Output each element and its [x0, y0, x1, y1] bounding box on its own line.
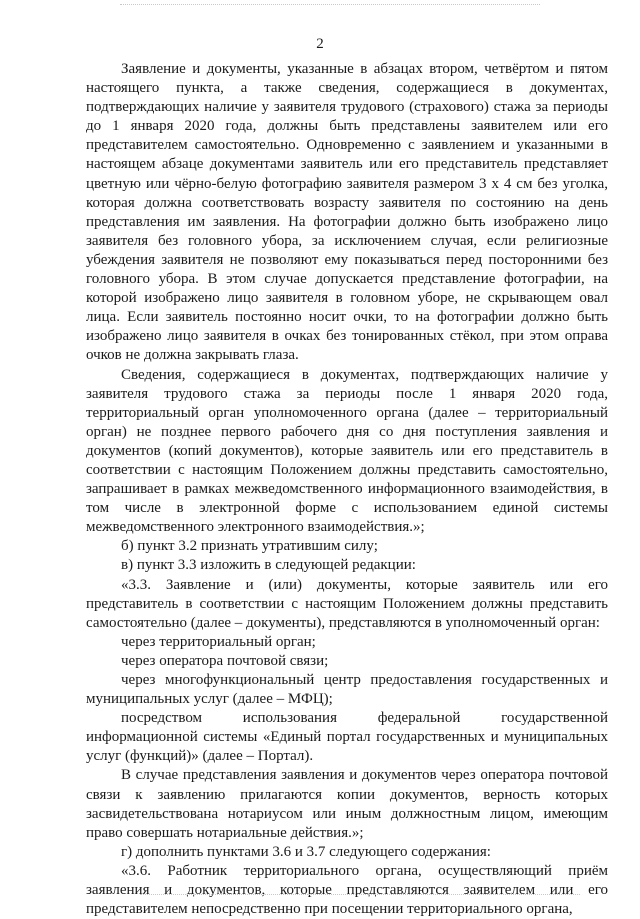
paragraph-4: в) пункт 3.3 изложить в следующей редакции:	[121, 557, 416, 574]
paragraph-12: «3.6. Работник территориального органа, осуществляющий приём заявления и документов, которые представляются заявителем или его представителем непосредственно при посещении территориального органа,	[86, 862, 608, 918]
document-body	[86, 60, 608, 919]
paragraph-7: через оператора почтовой связи;	[121, 652, 329, 669]
paragraph-5: «3.3. Заявление и (или) документы, которые заявитель или его представитель в соответствии с настоящим Положением должны представить самостоятельно (далее – документы), представляются в уполномоченный орган:	[86, 576, 608, 631]
paragraph-10: В случае представления заявления и документов через оператора почтовой связи к заявлению прилагаются копии документов, верность которых засвидетельствована нотариусом или иным должностным лицом, имеющим право совершать нотариальные действия.»;	[86, 767, 608, 841]
scan-artifact-bottom	[140, 894, 580, 897]
paragraph-2: Сведения, содержащиеся в документах, подтверждающих наличие у заявителя трудового стажа за периоды после 1 января 2020 года, территориальный орган уполномоченного органа (далее – территориальный орган) не позднее первого рабочего дня со дня поступления заявления и документов (копий документов), которые заявитель или его представитель в соответствии с настоящим Положением должны представить самостоятельно, запрашивает в рамках межведомственного информационного взаимодействия, в том числе в электронной форме с использованием единой системы межведомственного электронного взаимодействия.»;	[86, 366, 608, 536]
scan-artifact-top	[120, 4, 540, 7]
paragraph-6: через территориальный орган;	[121, 633, 316, 650]
paragraph-3: б) пункт 3.2 признать утратившим силу;	[121, 538, 378, 555]
page-number: 2	[316, 36, 324, 52]
paragraph-11: г) дополнить пунктами 3.6 и 3.7 следующего содержания:	[121, 843, 491, 860]
paragraph-8: через многофункциональный центр предоставления государственных и муниципальных услуг (далее – МФЦ);	[86, 672, 608, 708]
paragraph-9: посредством использования федеральной государственной информационной системы «Единый портал государственных и муниципальных услуг (функций)» (далее – Портал).	[86, 710, 608, 765]
paragraph-1: Заявление и документы, указанные в абзацах втором, четвёртом и пятом настоящего пункта, а также сведения, содержащиеся в документах, подтверждающих наличие у заявителя трудового (страхового) стажа за периоды до 1 января 2020 года, должны быть представлены заявителем или его представителем самостоятельно. Одновременно с заявлением и указанными в настоящем абзаце документами заявитель или его представитель представляет цветную или чёрно-белую фотографию заявителя размером 3 х 4 см без уголка, которая должна соответствовать возрасту заявителя по состоянию на день представления им заявления. На фотографии должно быть изображено лицо заявителя без головного убора, за исключением случая, если религиозные убеждения заявителя не позволяют ему показываться перед посторонними без головного убора. В этом случае допускается представление фотографии, на которой изображено лицо заявителя в головном уборе, не скрывающем овал лица. Если заявитель постоянно носит очки, то на фотографии должно быть изображено лицо заявителя в очках без тонированных стёкол, при этом оправа очков не должна закрывать глаза.	[86, 61, 608, 364]
